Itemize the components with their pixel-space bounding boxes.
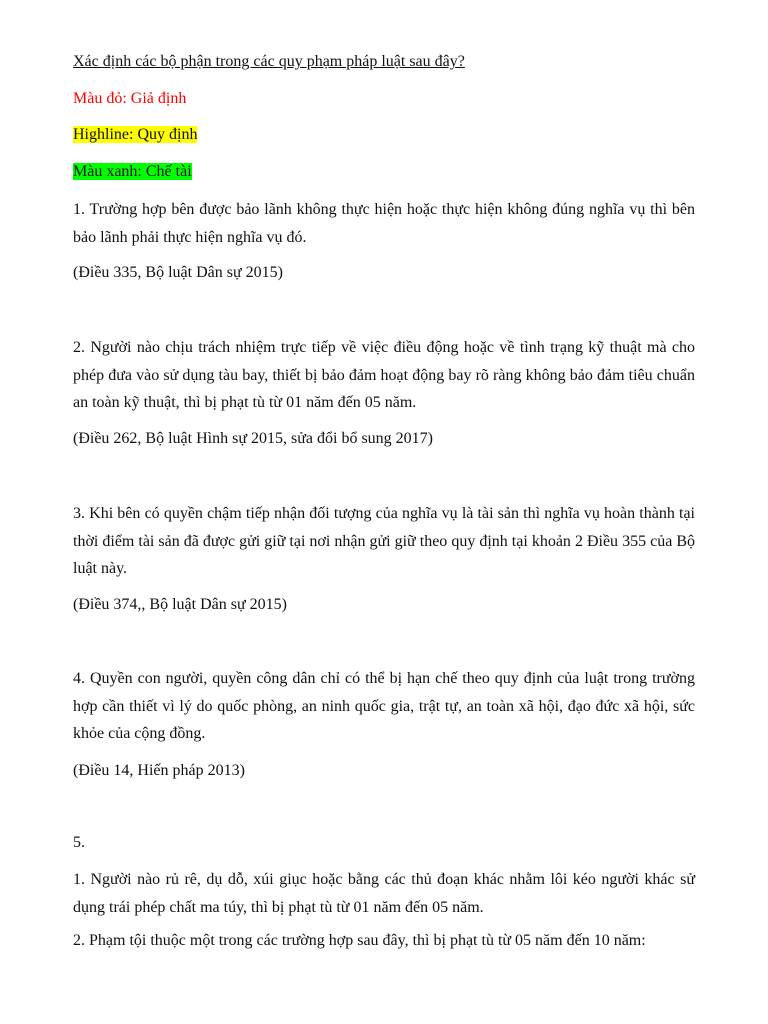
item-2-text: 2. Người nào chịu trách nhiệm trực tiếp về việc điều động hoặc về tình trạng kỹ thuật mà cho phép đưa vào sử dụng tàu bay, thiết bị bảo đảm hoạt động bay rõ ràng không bảo đảm tiêu chuẩn an toàn kỹ thuật, thì bị phạt tù từ 01 năm đến 05 năm.: [73, 339, 695, 411]
legend-yellow-label: Highline: Quy định: [73, 126, 198, 143]
item-5-clause-1: 1. Người nào rủ rê, dụ dỗ, xúi giục hoặc bằng các thủ đoạn khác nhằm lôi kéo người khác sử dụng trái phép chất ma túy, thì bị phạt tù từ 01 năm đến 05 năm.: [73, 871, 695, 916]
legend-red-label: Màu đỏ: Giả định: [73, 90, 187, 107]
item-3-source: (Điều 374,, Bộ luật Dân sự 2015): [73, 596, 287, 613]
item-5-number: 5.: [73, 834, 85, 851]
legend-green-row: [73, 162, 695, 182]
item-4-text: 4. Quyền con người, quyền công dân chỉ có thể bị hạn chế theo quy định của luật trong trường hợp cần thiết vì lý do quốc phòng, an ninh quốc gia, trật tự, an toàn xã hội, đạo đức xã hội, sức khỏe của cộng đồng.: [73, 670, 695, 742]
item-3-text: 3. Khi bên có quyền chậm tiếp nhận đối tượng của nghĩa vụ là tài sản thì nghĩa vụ hoàn thành tại thời điểm tài sản đã được gửi giữ tại nơi nhận gửi giữ theo quy định tại khoản 2 Điều 355 của Bộ luật này.: [73, 505, 695, 577]
item-5-clause-2: 2. Phạm tội thuộc một trong các trường hợp sau đây, thì bị phạt tù từ 05 năm đến 10 năm:: [73, 932, 646, 949]
item-1-source: (Điều 335, Bộ luật Dân sự 2015): [73, 264, 283, 281]
legend-yellow-row: [73, 125, 695, 145]
legend-red-row: [73, 89, 695, 109]
item-4-source: (Điều 14, Hiến pháp 2013): [73, 762, 245, 779]
legend-green-label: Màu xanh: Chế tài: [73, 163, 192, 180]
document-title: Xác định các bộ phận trong các quy phạm pháp luật sau đây?: [73, 53, 465, 70]
item-2-source: (Điều 262, Bộ luật Hình sự 2015, sửa đổi bổ sung 2017): [73, 430, 433, 447]
item-1-text: 1. Trường hợp bên được bảo lãnh không thực hiện hoặc thực hiện không đúng nghĩa vụ thì bên bảo lãnh phải thực hiện nghĩa vụ đó.: [73, 201, 695, 246]
